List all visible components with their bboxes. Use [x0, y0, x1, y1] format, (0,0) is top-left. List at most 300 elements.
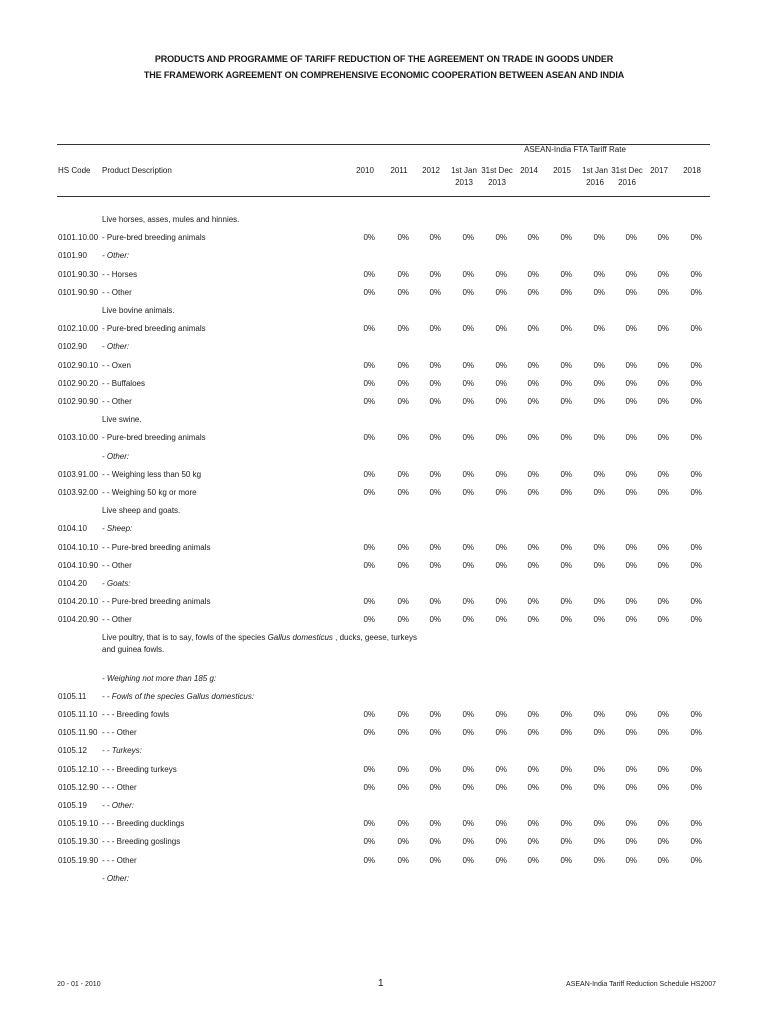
tariff-rate-cell: 0%: [462, 233, 474, 243]
tariff-rate-cell: 0%: [429, 542, 441, 552]
hs-code-cell: 0103.92.00: [58, 488, 99, 497]
product-description-header: Product Description: [102, 166, 172, 175]
tariff-rate-cell: 0%: [527, 560, 539, 570]
hs-code-cell: 0102.90.90: [58, 397, 99, 406]
year-header-line1: 2014: [520, 166, 538, 175]
table-row: [0, 725, 768, 743]
tariff-rate-cell: 0%: [363, 469, 375, 479]
tariff-rate-cell: 0%: [429, 233, 441, 243]
table-row: [0, 671, 768, 689]
table-row: [0, 743, 768, 761]
tariff-rate-cell: 0%: [657, 764, 669, 774]
tariff-rate-cell: 0%: [495, 488, 507, 497]
tariff-rate-cell: 0%: [429, 782, 441, 792]
tariff-rate-cell: 0%: [495, 324, 507, 334]
table-row: [0, 212, 768, 230]
tariff-rate-cell: 0%: [690, 433, 702, 443]
tariff-rate-cell: 0%: [397, 488, 409, 497]
table-row: [0, 853, 768, 871]
poultry-heading-line1: [102, 633, 417, 642]
product-description-cell: - Pure-bred breeding animals: [102, 433, 206, 443]
table-row: [0, 430, 768, 448]
hs-code-cell: 0105.11.90: [58, 728, 98, 738]
tariff-rate-cell: 0%: [363, 855, 375, 865]
hs-code-cell: 0105.19.10: [58, 819, 99, 829]
tariff-rate-cell: 0%: [560, 710, 572, 719]
hs-code-cell: 0104.10.10: [58, 542, 99, 552]
tariff-rate-cell: 0%: [495, 597, 507, 607]
tariff-rate-cell: 0%: [363, 819, 375, 829]
tariff-rate-cell: 0%: [625, 615, 637, 625]
tariff-rate-cell: 0%: [527, 542, 539, 552]
table-row: [0, 798, 768, 816]
product-description-cell: - - Other: [102, 397, 132, 406]
tariff-rate-cell: 0%: [363, 287, 375, 297]
tariff-rate-cell: 0%: [495, 287, 507, 297]
tariff-rate-cell: 0%: [560, 855, 572, 865]
tariff-rate-cell: 0%: [429, 560, 441, 570]
hs-code-cell: 0105.19.90: [58, 855, 99, 865]
year-header-line1: 2015: [553, 166, 571, 175]
tariff-rate-cell: 0%: [495, 360, 507, 370]
tariff-rate-cell: 0%: [462, 615, 474, 625]
tariff-rate-cell: 0%: [625, 488, 637, 497]
tariff-rate-cell: 0%: [690, 233, 702, 243]
tariff-rate-cell: 0%: [462, 542, 474, 552]
tariff-rate-cell: 0%: [625, 728, 637, 738]
product-description-cell: - Pure-bred breeding animals: [102, 324, 206, 334]
tariff-rate-cell: 0%: [657, 728, 669, 738]
product-description-cell: - - Pure-bred breeding animals: [102, 597, 211, 607]
tariff-rate-cell: 0%: [593, 764, 605, 774]
tariff-rate-cell: 0%: [495, 397, 507, 406]
tariff-rate-cell: 0%: [363, 615, 375, 625]
tariff-rate-cell: 0%: [625, 433, 637, 443]
tariff-rate-cell: 0%: [593, 837, 605, 847]
tariff-rate-cell: 0%: [495, 837, 507, 847]
tariff-rate-cell: 0%: [397, 433, 409, 443]
tariff-rate-cell: 0%: [657, 837, 669, 847]
tariff-rate-cell: 0%: [429, 397, 441, 406]
hs-code-cell: 0103.91.00: [58, 469, 99, 479]
tariff-rate-cell: 0%: [593, 728, 605, 738]
tariff-rate-cell: 0%: [690, 488, 702, 497]
product-description-cell: - - - Other: [102, 782, 137, 792]
tariff-rate-cell: 0%: [690, 324, 702, 334]
year-header-line2: 2013: [488, 178, 506, 187]
tariff-rate-cell: 0%: [560, 433, 572, 443]
tariff-rate-cell: 0%: [527, 469, 539, 479]
year-header-line1: 1st Jan: [582, 166, 608, 175]
tariff-rate-cell: 0%: [657, 488, 669, 497]
tariff-rate-cell: 0%: [462, 378, 474, 388]
table-row: [0, 394, 768, 412]
table-row: [0, 412, 768, 430]
tariff-rate-cell: 0%: [657, 287, 669, 297]
title-line-2: THE FRAMEWORK AGREEMENT ON COMPREHENSIVE ECONOMIC COOPERATION BETWEEN ASEAN AND INDIA: [143, 70, 625, 80]
tariff-rate-cell: 0%: [527, 233, 539, 243]
tariff-rate-cell: 0%: [363, 710, 375, 719]
product-description-cell: - - Oxen: [102, 360, 131, 370]
tariff-rate-cell: 0%: [657, 360, 669, 370]
year-header-line1: 1st Jan: [451, 166, 477, 175]
tariff-rate-cell: 0%: [462, 469, 474, 479]
hs-code-cell: 0102.90.10: [58, 360, 99, 370]
tariff-rate-cell: 0%: [397, 764, 409, 774]
table-row: [0, 816, 768, 834]
tariff-rate-cell: 0%: [462, 287, 474, 297]
table-row: [0, 834, 768, 852]
product-description-cell: - - Buffaloes: [102, 378, 145, 388]
tariff-rate-cell: 0%: [625, 710, 637, 719]
tariff-rate-cell: 0%: [429, 488, 441, 497]
tariff-rate-cell: 0%: [462, 488, 474, 497]
product-description-cell: - - Weighing 50 kg or more: [102, 488, 197, 497]
hs-code-cell: 0101.90: [58, 251, 87, 261]
tariff-rate-cell: 0%: [527, 488, 539, 497]
tariff-rate-cell: 0%: [657, 615, 669, 625]
tariff-rate-cell: 0%: [560, 287, 572, 297]
tariff-rate-cell: 0%: [560, 782, 572, 792]
tariff-rate-cell: 0%: [462, 819, 474, 829]
tariff-rate-cell: 0%: [560, 397, 572, 406]
tariff-rate-cell: 0%: [593, 269, 605, 279]
table-row: [0, 321, 768, 339]
tariff-rate-cell: 0%: [462, 269, 474, 279]
tariff-rate-cell: 0%: [429, 324, 441, 334]
tariff-rate-cell: 0%: [429, 433, 441, 443]
tariff-rate-cell: 0%: [495, 764, 507, 774]
tariff-rate-cell: 0%: [593, 819, 605, 829]
product-description-cell: - - - Breeding ducklings: [102, 819, 185, 829]
tariff-rate-cell: 0%: [462, 782, 474, 792]
table-row: [0, 689, 768, 707]
tariff-rate-cell: 0%: [397, 615, 409, 625]
tariff-rate-cell: 0%: [462, 764, 474, 774]
table-row: [0, 339, 768, 357]
tariff-rate-cell: 0%: [363, 378, 375, 388]
tariff-rate-cell: 0%: [397, 469, 409, 479]
hs-code-cell: 0105.12.90: [58, 782, 99, 792]
tariff-rate-cell: 0%: [527, 360, 539, 370]
tariff-rate-cell: 0%: [495, 728, 507, 738]
tariff-rate-cell: 0%: [495, 233, 507, 243]
tariff-rate-cell: 0%: [397, 819, 409, 829]
tariff-rate-cell: 0%: [625, 855, 637, 865]
tariff-rate-cell: 0%: [462, 837, 474, 847]
product-description-cell: - Other:: [102, 451, 130, 461]
tariff-rate-cell: 0%: [690, 855, 702, 865]
tariff-rate-cell: 0%: [690, 764, 702, 774]
hs-code-cell: 0105.12: [58, 746, 87, 756]
table-row: [0, 576, 768, 594]
tariff-rate-cell: 0%: [527, 269, 539, 279]
tariff-rate-cell: 0%: [657, 233, 669, 243]
poultry-heading-text: , ducks, geese, turkeys: [332, 632, 417, 642]
tariff-rate-cell: 0%: [527, 710, 539, 719]
product-description-cell: - - Weighing less than 50 kg: [102, 469, 202, 479]
tariff-rate-cell: 0%: [527, 433, 539, 443]
product-description-cell: - Other:: [102, 873, 130, 883]
hs-code-cell: 0102.90.20: [58, 378, 99, 388]
tariff-rate-cell: 0%: [690, 469, 702, 479]
footer-page-number: 1: [378, 978, 384, 989]
product-description-cell: - - Other: [102, 615, 132, 625]
tariff-rate-cell: 0%: [363, 488, 375, 497]
tariff-rate-cell: 0%: [363, 324, 375, 334]
product-description-cell: - - Other: [102, 287, 132, 297]
product-description-cell: - - - Other: [102, 728, 137, 738]
product-description-cell: - Sheep:: [102, 524, 133, 534]
tariff-rate-cell: 0%: [527, 728, 539, 738]
header-bottom-rule: [57, 196, 710, 197]
tariff-rate-cell: 0%: [690, 710, 702, 719]
tariff-rate-cell: 0%: [593, 615, 605, 625]
tariff-rate-cell: 0%: [363, 764, 375, 774]
tariff-rate-cell: 0%: [625, 542, 637, 552]
tariff-rate-cell: 0%: [397, 287, 409, 297]
tariff-rate-cell: 0%: [625, 469, 637, 479]
tariff-rate-cell: 0%: [625, 819, 637, 829]
hs-code-header: HS Code: [58, 166, 91, 175]
tariff-rate-cell: 0%: [462, 728, 474, 738]
tariff-rate-cell: 0%: [429, 269, 441, 279]
tariff-rate-cell: 0%: [397, 837, 409, 847]
tariff-rate-cell: 0%: [462, 597, 474, 607]
tariff-rate-cell: 0%: [527, 764, 539, 774]
tariff-rate-cell: 0%: [397, 378, 409, 388]
product-description-cell: Live swine.: [102, 415, 142, 425]
tariff-rate-cell: 0%: [429, 837, 441, 847]
tariff-rate-cell: 0%: [363, 728, 375, 738]
tariff-rate-cell: 0%: [495, 378, 507, 388]
hs-code-cell: 0104.20.90: [58, 615, 99, 625]
product-description-cell: - Pure-bred breeding animals: [102, 233, 206, 243]
tariff-rate-cell: 0%: [397, 710, 409, 719]
tariff-rate-cell: 0%: [625, 597, 637, 607]
table-row: [0, 230, 768, 248]
hs-code-cell: 0105.12.10: [58, 764, 99, 774]
tariff-rate-cell: 0%: [560, 488, 572, 497]
tariff-rate-cell: 0%: [462, 560, 474, 570]
product-description-cell: - - Other:: [102, 801, 135, 810]
tariff-rate-cell: 0%: [593, 324, 605, 334]
tariff-rate-cell: 0%: [690, 615, 702, 625]
tariff-rate-cell: 0%: [527, 782, 539, 792]
tariff-rate-cell: 0%: [397, 855, 409, 865]
tariff-rate-cell: 0%: [625, 560, 637, 570]
tariff-rate-cell: 0%: [625, 782, 637, 792]
tariff-rate-cell: 0%: [657, 269, 669, 279]
tariff-rate-cell: 0%: [625, 378, 637, 388]
tariff-rate-cell: 0%: [397, 560, 409, 570]
hs-code-cell: 0105.11.10: [58, 710, 98, 719]
tariff-rate-cell: 0%: [690, 397, 702, 406]
table-row: [0, 485, 768, 503]
product-description-cell: - - - Breeding goslings: [102, 837, 181, 847]
tariff-rate-cell: 0%: [495, 560, 507, 570]
hs-code-cell: 0101.10.00: [58, 233, 99, 243]
hs-code-cell: 0105.19: [58, 801, 87, 810]
tariff-rate-cell: 0%: [593, 378, 605, 388]
tariff-rate-cell: 0%: [560, 378, 572, 388]
tariff-rate-cell: 0%: [429, 855, 441, 865]
tariff-rate-group-header: ASEAN-India FTA Tariff Rate: [524, 145, 626, 154]
tariff-rate-cell: 0%: [527, 855, 539, 865]
tariff-rate-cell: 0%: [593, 233, 605, 243]
tariff-rate-cell: 0%: [625, 764, 637, 774]
table-row: [0, 521, 768, 539]
table-row: [0, 558, 768, 576]
tariff-rate-cell: 0%: [593, 469, 605, 479]
tariff-rate-cell: 0%: [560, 819, 572, 829]
hs-code-cell: 0105.11: [58, 691, 87, 701]
product-description-cell: - - Pure-bred breeding animals: [102, 542, 211, 552]
tariff-rate-cell: 0%: [593, 542, 605, 552]
table-row: [0, 267, 768, 285]
tariff-rate-cell: 0%: [625, 233, 637, 243]
tariff-rate-cell: 0%: [363, 597, 375, 607]
hs-code-cell: 0104.20.10: [58, 597, 99, 607]
table-row: [0, 612, 768, 630]
tariff-rate-cell: 0%: [462, 397, 474, 406]
title-line-1: PRODUCTS AND PROGRAMME OF TARIFF REDUCTION OF THE AGREEMENT ON TRADE IN GOODS UNDER: [154, 54, 614, 64]
tariff-rate-cell: 0%: [560, 542, 572, 552]
tariff-rate-cell: 0%: [495, 782, 507, 792]
tariff-rate-cell: 0%: [495, 542, 507, 552]
tariff-rate-cell: 0%: [625, 269, 637, 279]
year-header-line1: 31st Dec: [481, 166, 513, 175]
tariff-rate-cell: 0%: [495, 710, 507, 719]
tariff-rate-cell: 0%: [690, 597, 702, 607]
poultry-heading-line2: and guinea fowls.: [102, 644, 165, 654]
tariff-rate-cell: 0%: [397, 542, 409, 552]
table-row: [0, 303, 768, 321]
hs-code-cell: 0104.10: [58, 524, 87, 534]
tariff-rate-cell: 0%: [527, 287, 539, 297]
tariff-rate-cell: 0%: [495, 469, 507, 479]
tariff-rate-cell: 0%: [690, 287, 702, 297]
table-row: [0, 285, 768, 303]
tariff-rate-cell: 0%: [429, 710, 441, 719]
tariff-rate-cell: 0%: [593, 560, 605, 570]
product-description-cell: - - Other: [102, 560, 132, 570]
tariff-rate-cell: 0%: [363, 233, 375, 243]
tariff-rate-cell: 0%: [429, 597, 441, 607]
poultry-heading-text: Gallus domesticus: [267, 632, 333, 642]
product-description-cell: - - Horses: [102, 269, 138, 279]
tariff-rate-cell: 0%: [690, 560, 702, 570]
table-row: [0, 503, 768, 521]
table-row: [0, 780, 768, 798]
tariff-rate-cell: 0%: [462, 710, 474, 719]
year-header-line1: 2010: [356, 166, 374, 175]
tariff-rate-cell: 0%: [560, 560, 572, 570]
tariff-rate-cell: 0%: [462, 855, 474, 865]
tariff-rate-cell: 0%: [690, 819, 702, 829]
year-header-line2: 2016: [618, 178, 636, 187]
tariff-rate-cell: 0%: [397, 782, 409, 792]
tariff-rate-cell: 0%: [657, 433, 669, 443]
tariff-rate-cell: 0%: [593, 710, 605, 719]
footer-date: 20 - 01 - 2010: [57, 981, 101, 988]
tariff-rate-cell: 0%: [625, 837, 637, 847]
tariff-rate-cell: 0%: [593, 287, 605, 297]
table-row: [0, 594, 768, 612]
tariff-rate-cell: 0%: [593, 488, 605, 497]
hs-code-cell: 0103.10.00: [58, 433, 99, 443]
year-header-line1: 2018: [683, 166, 701, 175]
tariff-rate-cell: 0%: [690, 542, 702, 552]
table-row: [0, 376, 768, 394]
tariff-rate-cell: 0%: [363, 782, 375, 792]
tariff-rate-cell: 0%: [625, 324, 637, 334]
year-header-line1: 2011: [390, 166, 408, 175]
tariff-rate-cell: 0%: [397, 728, 409, 738]
tariff-rate-cell: 0%: [397, 233, 409, 243]
tariff-rate-cell: 0%: [690, 782, 702, 792]
tariff-rate-cell: 0%: [690, 728, 702, 738]
product-description-cell: - Goats:: [102, 579, 131, 588]
tariff-rate-cell: 0%: [657, 710, 669, 719]
product-description-cell: Live bovine animals.: [102, 306, 175, 315]
tariff-rate-cell: 0%: [625, 360, 637, 370]
hs-code-cell: 0104.20: [58, 579, 87, 588]
product-description-cell: - Other:: [102, 342, 130, 352]
product-description-cell: - - - Other: [102, 855, 137, 865]
table-row: [0, 248, 768, 266]
tariff-rate-cell: 0%: [593, 397, 605, 406]
tariff-rate-cell: 0%: [657, 855, 669, 865]
tariff-rate-cell: 0%: [657, 782, 669, 792]
year-column-header: [672, 165, 712, 177]
year-header-line1: 2012: [422, 166, 440, 175]
hs-code-cell: 0101.90.90: [58, 287, 99, 297]
tariff-rate-cell: 0%: [462, 360, 474, 370]
product-description-cell: - Other:: [102, 251, 130, 261]
year-header-line2: 2016: [586, 178, 604, 187]
table-row: [0, 449, 768, 467]
tariff-rate-cell: 0%: [657, 469, 669, 479]
tariff-rate-cell: 0%: [657, 560, 669, 570]
hs-code-cell: 0101.90.30: [58, 269, 99, 279]
table-row: [0, 540, 768, 558]
tariff-rate-cell: 0%: [527, 819, 539, 829]
table-row: [0, 358, 768, 376]
tariff-rate-cell: 0%: [397, 597, 409, 607]
tariff-rate-cell: 0%: [560, 728, 572, 738]
tariff-rate-cell: 0%: [429, 728, 441, 738]
tariff-rate-cell: 0%: [625, 397, 637, 406]
tariff-rate-cell: 0%: [429, 378, 441, 388]
tariff-rate-cell: 0%: [527, 378, 539, 388]
tariff-rate-cell: 0%: [560, 269, 572, 279]
product-description-cell: Live sheep and goats.: [102, 506, 181, 516]
tariff-rate-cell: 0%: [593, 855, 605, 865]
tariff-rate-cell: 0%: [363, 269, 375, 279]
tariff-rate-cell: 0%: [593, 360, 605, 370]
hs-code-cell: 0102.90: [58, 342, 87, 352]
tariff-rate-cell: 0%: [625, 287, 637, 297]
tariff-rate-cell: 0%: [527, 324, 539, 334]
tariff-rate-cell: 0%: [560, 469, 572, 479]
tariff-rate-cell: 0%: [527, 837, 539, 847]
tariff-rate-cell: 0%: [429, 287, 441, 297]
tariff-rate-cell: 0%: [527, 597, 539, 607]
product-description-cell: - - - Breeding turkeys: [102, 764, 177, 774]
tariff-rate-cell: 0%: [657, 324, 669, 334]
table-row: [0, 762, 768, 780]
